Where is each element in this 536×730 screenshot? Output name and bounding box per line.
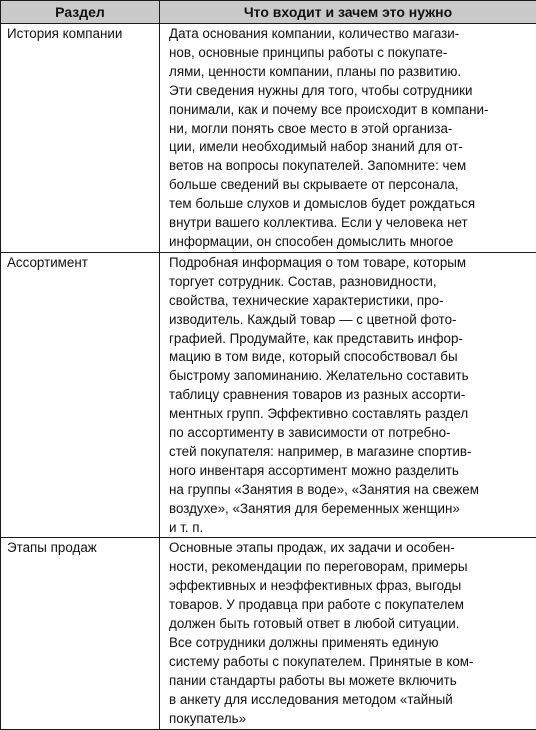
table-row <box>1 24 536 253</box>
content-line: эффективных и неэффективных фраз, выгоды <box>169 577 530 596</box>
content-cell <box>160 538 536 729</box>
content-line: больше сведений вы скрываете от персонала, <box>169 176 530 195</box>
header-row <box>1 1 536 24</box>
content-line: и т. п. <box>169 519 530 538</box>
content-line: свойства, технические характеристики, про- <box>169 292 530 311</box>
content-line: изводитель. Каждый товар — с цветной фото- <box>169 311 530 330</box>
content-line: ного инвентаря ассортимент можно разделить <box>169 462 530 481</box>
content-line: понимали, как и почему все происходит в компани- <box>169 101 530 120</box>
content-line: систему работы с покупателем. Принятые в ком- <box>169 653 530 672</box>
header-content: Что входит и зачем это нужно <box>160 1 536 24</box>
table-row <box>1 252 536 538</box>
content-line: должен быть готовый ответ в любой ситуации. <box>169 615 530 634</box>
content-line: Эти сведения нужны для того, чтобы сотрудники <box>169 82 530 101</box>
content-line: торгует сотрудник. Состав, разновидности, <box>169 273 530 292</box>
content-line: Все сотрудники должны применять единую <box>169 634 530 653</box>
content-line: пании стандарты работы вы можете включить <box>169 672 530 691</box>
content-line: покупатель» <box>169 710 530 729</box>
content-line: графией. Продумайте, как представить инфор- <box>169 330 530 349</box>
content-line: в анкету для исследования методом «тайный <box>169 691 530 710</box>
content-cell <box>160 24 536 253</box>
content-line: лями, ценности компании, планы по развитию. <box>169 63 530 82</box>
content-line: таблицу сравнения товаров из разных ассорти- <box>169 386 530 405</box>
section-cell: Этапы продаж <box>1 538 160 729</box>
content-line: нов, основные принципы работы с покупате- <box>169 44 530 63</box>
content-line: по ассортименту в зависимости от потребно- <box>169 424 530 443</box>
table-row <box>1 538 536 729</box>
section-cell: Ассортимент <box>1 252 160 538</box>
content-line: мацию в том виде, который способствовал бы <box>169 348 530 367</box>
content-line: тем больше слухов и домыслов будет рождаться <box>169 195 530 214</box>
content-line: информации, он способен домыслить многое <box>169 233 530 252</box>
content-line: стей покупателя: например, в магазине спортив- <box>169 443 530 462</box>
content-line: на группы «Занятия в воде», «Занятия на свежем <box>169 481 530 500</box>
content-line: ности, рекомендации по переговорам, примеры <box>169 558 530 577</box>
content-line: Основные этапы продаж, их задачи и особен- <box>169 539 530 558</box>
section-cell: История компании <box>1 24 160 253</box>
table-header <box>1 1 536 24</box>
content-line: товаров. У продавца при работе с покупателем <box>169 596 530 615</box>
content-line: быстрому запоминанию. Желательно составить <box>169 367 530 386</box>
content-cell <box>160 252 536 538</box>
content-line: внутри вашего коллектива. Если у человека нет <box>169 214 530 233</box>
content-line: ни, могли понять свое место в этой организа- <box>169 120 530 139</box>
content-line: воздухе», «Занятия для беременных женщин» <box>169 500 530 519</box>
header-section: Раздел <box>1 1 160 24</box>
content-line: ветов на вопросы покупателей. Запомните: чем <box>169 157 530 176</box>
content-line: ментных групп. Эффективно составлять раздел <box>169 405 530 424</box>
content-line: Дата основания компании, количество магази- <box>169 25 530 44</box>
content-line: Подробная информация о том товаре, которым <box>169 254 530 273</box>
content-line: ции, имели необходимый набор знаний для от- <box>169 138 530 157</box>
